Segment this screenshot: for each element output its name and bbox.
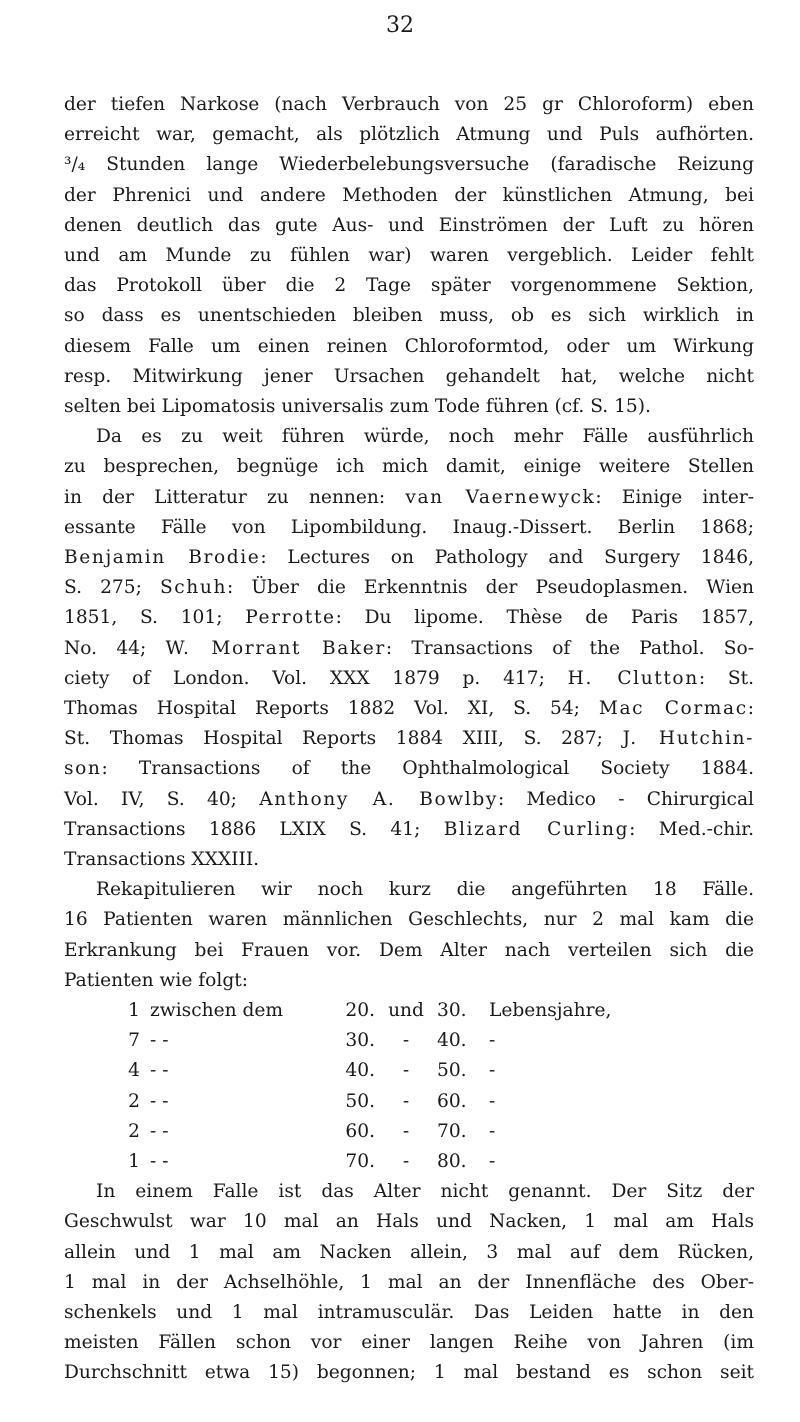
text-line bbox=[64, 573, 754, 603]
age-tail: - bbox=[489, 1120, 496, 1142]
text-run: Transactions 1886 LXIX S. 41; bbox=[64, 818, 444, 840]
text-line: denen deutlich das gute Aus- und Einströmen der Luft zu hören bbox=[64, 214, 754, 236]
age-count: 1 bbox=[128, 1000, 140, 1022]
text-run: Vol. IV, S. 40; bbox=[64, 788, 260, 810]
age-between: - - bbox=[150, 1060, 169, 1082]
age-between: - - bbox=[150, 1030, 169, 1052]
age-from: 60. bbox=[345, 1120, 375, 1142]
text-line: Patienten wie folgt: bbox=[64, 969, 248, 991]
text-line: In einem Falle ist das Alter nicht genannt. Der Sitz der bbox=[96, 1181, 754, 1203]
text-line: allein und 1 mal am Nacken allein, 3 mal auf dem Rücken, bbox=[64, 1241, 754, 1263]
author-name: J. Hutchin- bbox=[622, 728, 754, 750]
text-line bbox=[64, 634, 754, 664]
paragraph-recapitulation bbox=[64, 875, 754, 996]
author-name: Mac Cormac bbox=[598, 698, 748, 720]
age-und: - bbox=[402, 1120, 410, 1142]
text-line: resp. Mitwirkung jener Ursachen gehandelt hat, welche nicht bbox=[64, 365, 754, 387]
age-count: 7 bbox=[128, 1030, 140, 1052]
age-to: 50. bbox=[437, 1060, 467, 1082]
age-row bbox=[64, 1147, 754, 1177]
text-line: und am Munde zu fühlen war) waren vergeblich. Leider fehlt bbox=[64, 245, 754, 267]
author-name: Blizard Curling bbox=[443, 818, 630, 840]
age-between: - - bbox=[150, 1120, 169, 1142]
age-count: 2 bbox=[128, 1120, 140, 1142]
age-from: 50. bbox=[345, 1090, 375, 1112]
text-run: : Medico - Chirurgical bbox=[497, 788, 754, 810]
age-row bbox=[64, 1087, 754, 1117]
age-row bbox=[64, 1026, 754, 1056]
age-to: 40. bbox=[437, 1030, 467, 1052]
text-line: schenkels und 1 mal intramusculär. Das Leiden hatte in den bbox=[64, 1302, 754, 1324]
text-line bbox=[64, 664, 754, 694]
age-between: - - bbox=[150, 1151, 169, 1173]
age-to: 60. bbox=[437, 1090, 467, 1112]
text-line bbox=[64, 483, 754, 513]
age-count: 4 bbox=[128, 1060, 140, 1082]
age-und: und bbox=[388, 1000, 424, 1022]
text-line: essante Fälle von Lipombildung. Inaug.-Dissert. Berlin 1868; bbox=[64, 516, 754, 538]
page-body bbox=[64, 90, 754, 1389]
age-row bbox=[64, 1056, 754, 1086]
age-und: - bbox=[402, 1060, 410, 1082]
age-count: 2 bbox=[128, 1090, 140, 1112]
author-name: Benjamin Brodie bbox=[64, 547, 261, 569]
text-run: : Lectures on Pathology and Surgery 1846, bbox=[260, 547, 755, 569]
text-run: : bbox=[747, 698, 755, 720]
age-from: 40. bbox=[345, 1060, 375, 1082]
text-line bbox=[64, 754, 754, 784]
paragraph-tumor-location bbox=[64, 1177, 754, 1388]
age-to: 80. bbox=[437, 1151, 467, 1173]
text-run: St. Thomas Hospital Reports 1884 XIII, S. 287; bbox=[64, 728, 623, 750]
text-run: 1851, S. 101; bbox=[64, 607, 246, 629]
text-line bbox=[64, 785, 754, 815]
age-between: - - bbox=[150, 1090, 169, 1112]
text-line bbox=[64, 543, 754, 573]
text-line: Geschwulst war 10 mal an Hals und Nacken, 1 mal am Hals bbox=[64, 1211, 754, 1233]
text-line: Da es zu weit führen würde, noch mehr Fälle ausführlich bbox=[96, 426, 754, 448]
age-row bbox=[64, 1117, 754, 1147]
text-line: ³/₄ Stunden lange Wiederbelebungsversuche (faradische Reizung bbox=[64, 154, 754, 176]
text-run: S. 275; bbox=[64, 577, 160, 599]
text-run: : Med.-chir. bbox=[629, 818, 754, 840]
text-run: : Transactions of the Pathol. So- bbox=[385, 637, 754, 659]
age-distribution-table bbox=[64, 996, 754, 1177]
text-run: in der Litteratur zu nennen: bbox=[64, 486, 406, 508]
age-from: 70. bbox=[345, 1151, 375, 1173]
text-line: diesem Falle um einen reinen Chloroformtod, oder um Wirkung bbox=[64, 335, 754, 357]
text-line bbox=[64, 603, 754, 633]
text-line: so dass es unentschieden bleiben muss, ob es sich wirklich in bbox=[64, 305, 754, 327]
text-line bbox=[64, 694, 754, 724]
age-tail: - bbox=[489, 1030, 496, 1052]
page-number: 32 bbox=[386, 13, 414, 38]
text-run: No. 44; bbox=[64, 637, 166, 659]
text-run: : Einige inter- bbox=[595, 486, 755, 508]
age-tail: - bbox=[489, 1060, 496, 1082]
author-name: Schuh bbox=[159, 577, 228, 599]
text-line bbox=[64, 815, 754, 845]
age-from: 20. bbox=[345, 1000, 375, 1022]
author-name: W. Morrant Baker bbox=[165, 637, 386, 659]
text-run: : Über die Erkenntnis der Pseudoplasmen. Wien bbox=[227, 577, 754, 599]
text-run: : Du lipome. Thèse de Paris 1857, bbox=[335, 607, 754, 629]
text-line bbox=[64, 724, 754, 754]
text-line: meisten Fällen schon vor einer langen Reihe von Jahren (im bbox=[64, 1332, 754, 1354]
text-line: zu besprechen, begnüge ich mich damit, einige weitere Stellen bbox=[64, 456, 754, 478]
text-run: ciety of London. Vol. XXX 1879 p. 417; bbox=[64, 667, 568, 689]
text-line: der tiefen Narkose (nach Verbrauch von 25 gr Chloroform) eben bbox=[64, 94, 754, 115]
text-run: : St. bbox=[698, 667, 754, 689]
text-line: selten bei Lipomatosis universalis zum Tode führen (cf. S. 15). bbox=[64, 396, 651, 418]
paragraph-literature-references bbox=[64, 422, 754, 875]
text-line: Erkrankung bei Frauen vor. Dem Alter nach verteilen sich die bbox=[64, 939, 754, 961]
text-run: Thomas Hospital Reports 1882 Vol. XI, S. 54; bbox=[64, 698, 599, 720]
paragraph-narcosis-case bbox=[64, 90, 754, 422]
author-name: son bbox=[64, 758, 102, 780]
age-between: zwischen dem bbox=[150, 1000, 284, 1022]
author-name: H. Clutton bbox=[567, 667, 699, 689]
text-line: Rekapitulieren wir noch kurz die angeführten 18 Fälle. bbox=[96, 879, 754, 901]
age-row bbox=[64, 996, 754, 1026]
age-tail: - bbox=[489, 1151, 496, 1173]
age-und: - bbox=[402, 1030, 410, 1052]
author-name: Perrotte bbox=[245, 607, 336, 629]
age-und: - bbox=[402, 1151, 410, 1173]
age-from: 30. bbox=[345, 1030, 375, 1052]
text-line: 1 mal in der Achselhöhle, 1 mal an der Innenfläche des Ober- bbox=[64, 1271, 754, 1293]
author-name: Anthony A. Bowlby bbox=[259, 788, 498, 810]
text-line: erreicht war, gemacht, als plötzlich Atmung und Puls aufhörten. bbox=[64, 124, 754, 146]
text-line: 16 Patienten waren männlichen Geschlechts, nur 2 mal kam die bbox=[64, 909, 754, 931]
text-line: Transactions XXXIII. bbox=[64, 849, 260, 871]
text-line: das Protokoll über die 2 Tage später vorgenommene Sektion, bbox=[64, 275, 754, 297]
author-name: van Vaernewyck bbox=[405, 486, 596, 508]
age-to: 30. bbox=[437, 1000, 467, 1022]
text-run: : Transactions of the Ophthalmological Society 1884. bbox=[101, 758, 754, 780]
age-tail: - bbox=[489, 1090, 496, 1112]
text-line: Durchschnitt etwa 15) begonnen; 1 mal bestand es schon seit bbox=[64, 1362, 754, 1384]
text-line: der Phrenici und andere Methoden der künstlichen Atmung, bei bbox=[64, 184, 754, 206]
age-und: - bbox=[402, 1090, 410, 1112]
age-to: 70. bbox=[437, 1120, 467, 1142]
age-tail: Lebensjahre, bbox=[489, 1000, 612, 1022]
age-count: 1 bbox=[128, 1151, 140, 1173]
